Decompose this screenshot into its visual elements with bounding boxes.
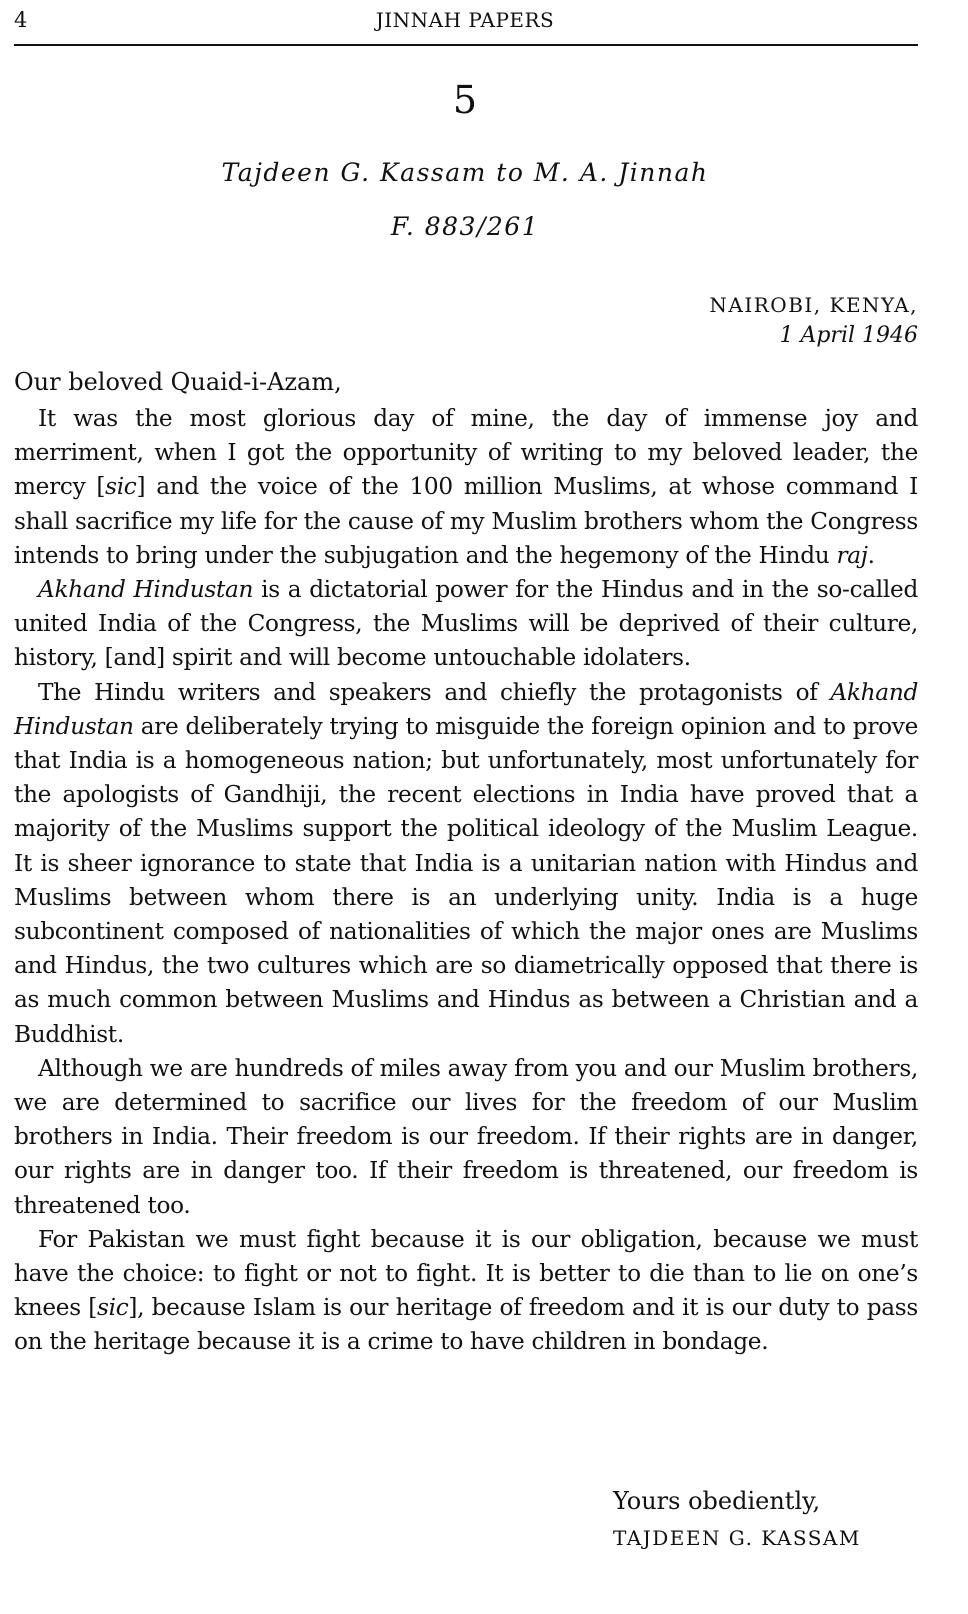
running-head: JINNAH PAPERS: [375, 8, 555, 32]
header-rule: [14, 44, 918, 46]
paragraph-1: It was the most glorious day of mine, the day of immense joy and merriment, when I got the opportunity of writing to my beloved leader, the mercy [sic] and the voice of the 100 million Muslims, at whose command I shall sacrifice my life for the cause of my Muslim brothers whom the Congress intends to bring under the subjugation and the hegemony of the Hindu raj.: [14, 405, 918, 569]
paragraph-5: For Pakistan we must fight because it is our obligation, because we must have the choice: to fight or not to fight. It is better to die than to lie on one’s knees [sic], because Islam is our heritage of freedom and it is our duty to pass on the heritage because it is a crime to have children in bondage.: [14, 1225, 918, 1356]
letter-body: [14, 402, 918, 1360]
letter-place: NAIROBI, KENYA,: [709, 293, 918, 317]
file-reference: F. 883/261: [390, 212, 540, 241]
document-title: Tajdeen G. Kassam to M. A. Jinnah: [221, 158, 709, 187]
document-number: 5: [452, 78, 478, 122]
signature: TAJDEEN G. KASSAM: [613, 1526, 861, 1550]
closing: Yours obediently,: [613, 1487, 821, 1515]
salutation: Our beloved Quaid-i-Azam,: [14, 368, 342, 396]
paragraph-2: Akhand Hindustan is a dictatorial power for the Hindus and in the so-called united India of the Congress, the Muslims will be deprived of their culture, history, [and] spirit and will become untouchable idolaters.: [14, 576, 918, 672]
paragraph-4: Although we are hundreds of miles away from you and our Muslim brothers, we are determined to sacrifice our lives for the freedom of our Muslim brothers in India. Their freedom is our freedom. If their rights are in danger, our rights are in danger too. If their freedom is threatened, our freedom is threatened too.: [14, 1054, 918, 1219]
page-number: 4: [14, 8, 28, 32]
letter-date: 1 April 1946: [779, 323, 918, 348]
paragraph-3: The Hindu writers and speakers and chiefly the protagonists of Akhand Hindustan are deliberately trying to misguide the foreign opinion and to prove that India is a homogeneous nation; but unfortunately, most unfortunately for the apologists of Gandhiji, the recent elections in India have proved that a majority of the Muslims support the political ideology of the Muslim League. It is sheer ignorance to state that India is a unitarian nation with Hindus and Muslims between whom there is an underlying unity. India is a huge subcontinent composed of nationalities of which the major ones are Muslims and Hindus, the two cultures which are so diametrically opposed that there is as much common between Muslims and Hindus as between a Christian and a Buddhist.: [14, 678, 918, 1048]
